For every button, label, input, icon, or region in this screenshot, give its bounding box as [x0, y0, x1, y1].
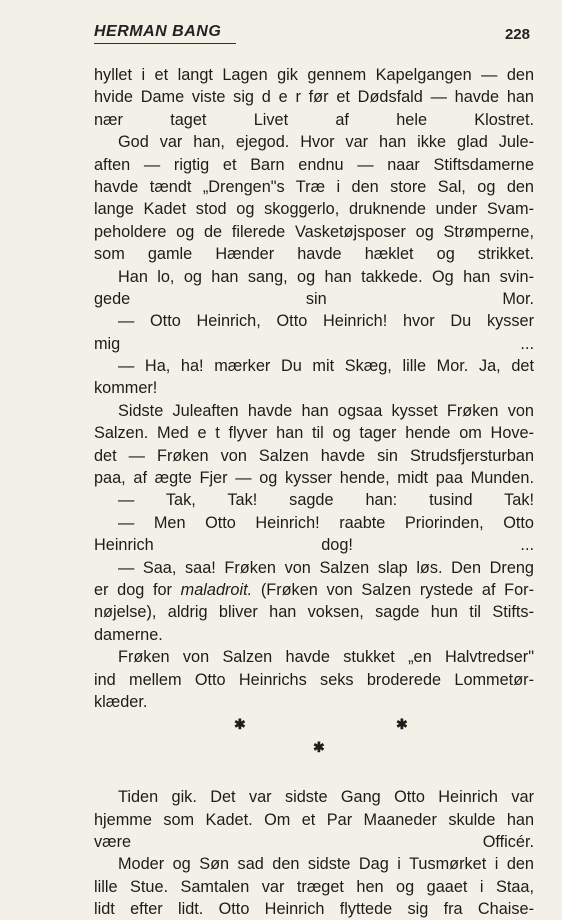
- text-line: det — Frøken von Salzen havde sin Strudsfjersturban: [94, 446, 534, 465]
- text-line: havde tændt „Drengen"s Træ i den store Sal, og den: [94, 177, 534, 196]
- section-break-row: [94, 713, 534, 735]
- text-line: — Saa, saa! Frøken von Salzen slap løs. Den Dreng: [118, 558, 534, 577]
- running-head: [94, 20, 530, 48]
- text-line: gede sin Mor.: [94, 289, 534, 308]
- page-number: 228: [504, 26, 530, 43]
- text-section-2: [94, 601, 534, 713]
- text-line: klæder.: [94, 692, 148, 711]
- text-line: — Ha, ha! mærker Du mit Skæg, lille Mor. Ja, det: [118, 357, 534, 376]
- text-run: er dog for: [94, 580, 181, 599]
- text-line: lidt efter lidt. Otto Heinrich flyttede sig fra Chaise-: [94, 900, 534, 919]
- text-line: — Tak, Tak! sagde han: tusind Tak!: [118, 491, 534, 510]
- text-line: peholdere og de filerede Vasketøjsposer og Strømperne,: [94, 222, 534, 241]
- text-line: Salzen. Med e t flyver han til og tager hende om Hove-: [94, 424, 534, 443]
- text-line: aften — rigtig et Barn endnu — naar Stiftsdamerne: [94, 155, 534, 174]
- text-line: være Officér.: [94, 832, 534, 851]
- text-line: hjemme som Kadet. Om et Par Maaneder skulde han: [94, 810, 534, 829]
- text-line: lille Stue. Samtalen var træget hen og gaaet i Staa,: [94, 877, 534, 896]
- section-spacer: [94, 758, 534, 786]
- header-underline: [94, 43, 236, 44]
- asterisk-ornament: ✱: [396, 716, 408, 733]
- body-text: [94, 64, 534, 920]
- text-section-1: [94, 64, 534, 579]
- text-line: kommer!: [94, 379, 158, 398]
- text-line: Tiden gik. Det var sidste Gang Otto Heinrich var: [118, 788, 534, 807]
- text-line: Sidste Juleaften havde han ogsaa kysset Frøken von: [118, 401, 534, 420]
- text-line: Heinrich dog! ...: [94, 536, 534, 555]
- text-line: hvide Dame viste sig d e r før et Dødsfald — havde han: [94, 88, 534, 107]
- text-line: [94, 579, 534, 601]
- section-break-row: [94, 736, 534, 758]
- text-line: Han lo, og han sang, og han takkede. Og han svin-: [118, 267, 534, 286]
- text-line: mig ...: [94, 334, 534, 353]
- text-line: damerne.: [94, 625, 163, 644]
- text-line: — Otto Heinrich, Otto Heinrich! hvor Du kysser: [118, 312, 534, 331]
- text-line: God var han, ejegod. Hvor var han ikke glad Jule-: [118, 133, 534, 152]
- author-name: HERMAN BANG: [94, 23, 222, 40]
- text-line: Frøken von Salzen havde stukket „en Halvtredser": [118, 648, 534, 667]
- text-line: hyllet i et langt Lagen gik gennem Kapelgangen — den: [94, 66, 534, 84]
- text-section-3: [94, 786, 534, 920]
- text-line: lange Kadet stod og skoggerlo, druknende under Svam-: [94, 200, 534, 219]
- text-line: ind mellem Otto Heinrichs seks broderede Lommetør-: [94, 670, 534, 689]
- text-line: nøjelse), aldrig bliver han voksen, sagde hun til Stifts-: [94, 603, 534, 622]
- text-line: Moder og Søn sad den sidste Dag i Tusmørket i den: [118, 855, 534, 874]
- text-line: som gamle Hænder havde hæklet og strikket.: [94, 245, 534, 264]
- text-line: nær taget Livet af hele Klostret.: [94, 110, 534, 129]
- italic-word: maladroit.: [180, 580, 253, 599]
- asterisk-ornament: ✱: [313, 738, 325, 755]
- asterisk-ornament: ✱: [234, 716, 246, 733]
- text-line: paa, af ægte Fjer — og kysser hende, midt paa Munden.: [94, 469, 534, 488]
- text-run: (Frøken von Salzen rystede af For-: [252, 580, 534, 599]
- text-line: — Men Otto Heinrich! raabte Priorinden, Otto: [118, 513, 534, 532]
